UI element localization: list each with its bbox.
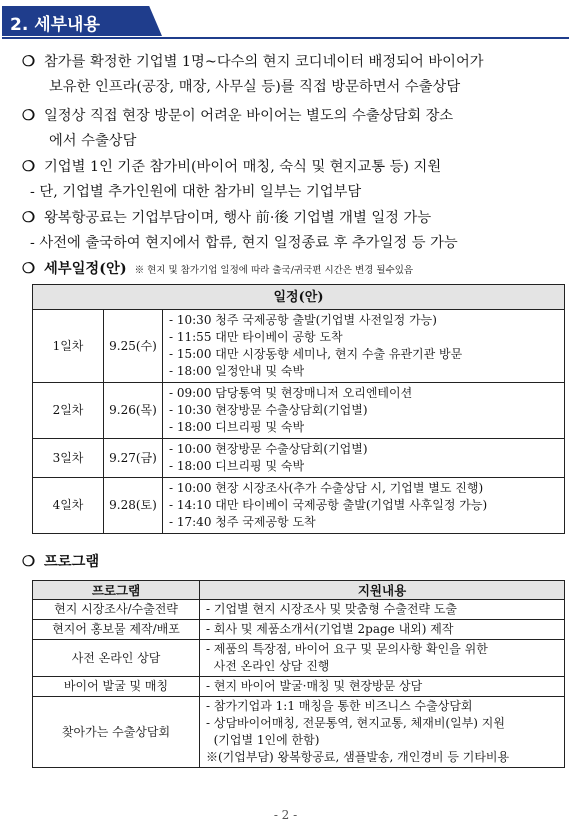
sub-bullet-marker: - [30,235,35,251]
day-cell: 2일차 [33,383,104,439]
table-row [33,620,565,640]
section-header-rule [2,37,569,39]
schedule-item: - 18:00 디브리핑 및 숙박 [169,420,305,434]
schedule-table [32,284,565,534]
section-header [2,6,569,40]
bullet-item [22,157,441,177]
bullet-item [22,208,431,228]
table-row [33,439,565,478]
table-row [33,697,565,768]
table-row [33,310,565,383]
sub-bullet-marker: - [30,184,35,200]
date-cell: 9.27(금) [104,439,163,478]
bullet-item [22,106,453,126]
program-desc-cell [200,640,565,677]
items-cell [163,439,565,478]
page-number: - 2 - [273,808,298,822]
program-name-cell: 사전 온라인 상담 [33,640,200,677]
schedule-item: - 14:10 대만 타이베이 국제공항 출발(기업별 사후일정 가능) [169,498,488,512]
program-desc-cell [200,677,565,697]
date-cell: 9.25(수) [104,310,163,383]
program-table [32,580,565,768]
schedule-heading-row [22,259,413,281]
bullet-continuation: 보유한 인프라(공장, 매장, 사무실 등)를 직접 방문하면서 수출상담 [49,79,461,95]
table-row [33,383,565,439]
bullet-marker: ❍ [22,159,35,175]
program-desc-cell [200,600,565,620]
table-row [33,640,565,677]
program-desc-line: ※(기업부담) 왕복항공료, 샘플발송, 개인경비 등 기타비용 [206,750,510,764]
program-name-cell: 현지 시장조사/수출전략 [33,600,200,620]
schedule-table-title: 일정(안) [33,285,565,310]
schedule-item: - 15:00 대만 시장동향 세미나, 현지 수출 유관기관 방문 [169,347,463,361]
bullet-marker: ❍ [22,261,35,277]
table-header-row [33,581,565,600]
day-cell: 4일차 [33,478,104,534]
program-heading-row [22,552,99,572]
program-desc-line: - 상담바이어매칭, 전문통역, 현지교통, 체재비(일부) 지원 [206,716,505,730]
bullet-marker: ❍ [22,554,35,570]
program-desc-line: (기업별 1인에 한함) [206,733,320,747]
date-cell: 9.28(토) [104,478,163,534]
sub-bullet-text: 단, 기업별 추가인원에 대한 참가비 일부는 기업부담 [39,184,362,200]
sub-bullet-item [30,182,361,202]
program-name-cell: 현지어 홍보물 제작/배포 [33,620,200,640]
bullet-marker: ❍ [22,210,35,226]
table-row [33,677,565,697]
day-cell: 3일차 [33,439,104,478]
bullet-text: 왕복항공료는 기업부담이며, 행사 前·後 기업별 개별 일정 가능 [44,210,432,226]
day-cell: 1일차 [33,310,104,383]
schedule-item: - 09:00 담당통역 및 현장매니저 오리엔테이션 [169,386,413,400]
schedule-item: - 10:30 청주 국제공항 출발(기업별 사전일정 가능) [169,313,437,327]
table-header-row [33,285,565,310]
schedule-item: - 10:00 현장방문 수출상담회(기업별) [169,442,368,456]
schedule-item: - 11:55 대만 타이베이 공항 도착 [169,330,343,344]
schedule-item: - 10:00 현장 시장조사(추가 수출상담 시, 기업별 별도 진행) [169,481,484,495]
schedule-item: - 18:00 디브리핑 및 숙박 [169,459,305,473]
schedule-note: ※ 현지 및 참가기업 일정에 따라 출국/귀국편 시간은 변경 될수있음 [134,265,414,276]
bullet-marker: ❍ [22,108,35,124]
schedule-item: - 18:00 일정안내 및 숙박 [169,364,305,378]
schedule-item: - 17:40 청주 국제공항 도착 [169,515,316,529]
bullet-text: 기업별 1인 기준 참가비(바이어 매칭, 숙식 및 현지교통 등) 지원 [44,159,442,175]
items-cell [163,478,565,534]
sub-bullet-text: 사전에 출국하여 현지에서 합류, 현지 일정종료 후 추가일정 등 가능 [39,235,458,251]
bullet-continuation: 에서 수출상담 [49,133,137,149]
date-cell: 9.26(목) [104,383,163,439]
program-desc-line: - 현지 바이어 발굴·매칭 및 현장방문 상담 [206,679,423,693]
program-name-cell: 바이어 발굴 및 매칭 [33,677,200,697]
items-cell [163,310,565,383]
program-desc-cell [200,620,565,640]
section-title: 2. 세부내용 [10,15,100,35]
program-desc-line: - 기업별 현지 시장조사 및 맞춤형 수출전략 도출 [206,602,458,616]
table-row [33,478,565,534]
sub-bullet-item [30,233,458,253]
program-desc-cell [200,697,565,768]
table-row [33,600,565,620]
schedule-heading: 세부일정(안) [44,261,127,277]
items-cell [163,383,565,439]
bullet-text: 참가를 확정한 기업별 1명~다수의 현지 코디네이터 배정되어 바이어가 [44,54,484,70]
program-desc-line: 사전 온라인 상담 진행 [206,659,330,673]
column-header-program: 프로그램 [33,581,200,600]
program-heading: 프로그램 [44,554,100,570]
program-desc-line: - 회사 및 제품소개서(기업별 2page 내외) 제작 [206,622,454,636]
column-header-support: 지원내용 [200,581,565,600]
program-desc-line: - 참가기업과 1:1 매칭을 통한 비즈니스 수출상담회 [206,699,473,713]
program-name-cell: 찾아가는 수출상담회 [33,697,200,768]
bullet-item [22,52,484,72]
program-desc-line: - 제품의 특장점, 바이어 요구 및 문의사항 확인을 위한 [206,642,488,656]
bullet-marker: ❍ [22,54,35,70]
bullet-text: 일정상 직접 현장 방문이 어려운 바이어는 별도의 수출상담회 장소 [44,108,454,124]
schedule-item: - 10:30 현장방문 수출상담회(기업별) [169,403,368,417]
